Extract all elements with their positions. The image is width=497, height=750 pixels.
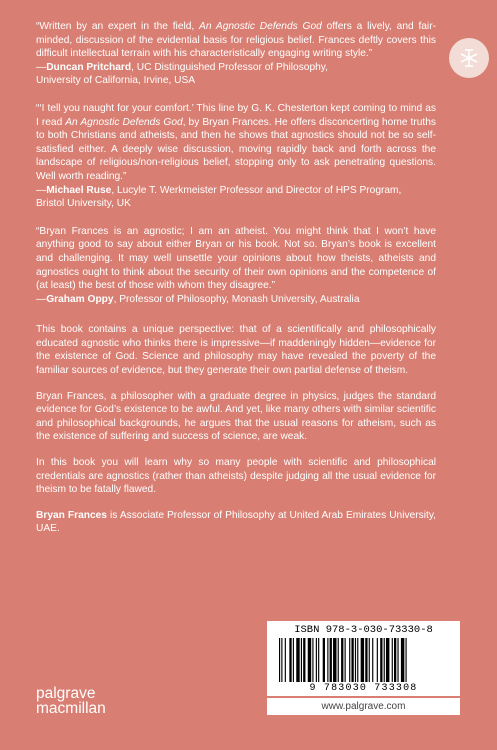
quote-text: “‘I tell you naught for your comfort.’ This line by G. K. Chesterton kept coming to mind as I read — [36, 102, 436, 128]
description-paragraph-2: Bryan Frances, a philosopher with a graduate degree in physics, judges the standard evidence for God’s existence to be awful. And yet, like many others with similar scientific and philosophical backgrounds, he argues that the usual reasons for atheism, such as the existence of suffering and success of science, are weak. — [36, 390, 436, 443]
blurb-attribution-2 — [36, 184, 436, 198]
blurb-author: Duncan Pritchard — [46, 61, 132, 73]
blurb-attribution-3 — [36, 293, 436, 307]
quote-text: offers a lively, and fair-minded, discussion of the evidential basis for religious belief. Frances deftly covers this difficult intellectual terrain with his characteristically engaging writing style.” — [36, 21, 436, 60]
blurb-author: Graham Oppy — [46, 293, 114, 305]
blurb-quote-2 — [36, 102, 436, 184]
back-cover-text — [36, 20, 436, 548]
dash: — — [36, 293, 47, 305]
springer-logo-icon — [449, 38, 489, 78]
dash: — — [36, 61, 47, 73]
barcode-icon — [273, 638, 454, 683]
isbn-barcode — [267, 621, 460, 696]
blurb-attribution-1 — [36, 61, 436, 75]
blurb-quote-1 — [36, 20, 436, 61]
quote-text: , by Bryan Frances. He offers disconcerting home truths to both Christians and atheists, and then he shows that agnostics should not be so self-satisfied either. A deeply wise discussion, moving rapidly back and forth across the landscape of religious/non-religious belief, stopping only to ask penetrating questions. Well worth reading.” — [36, 116, 436, 182]
blurb-quote-3 — [36, 225, 436, 293]
description-paragraph-3: In this book you will learn why so many people with scientific and philosophical credentials are agnostics (rather than atheists) despite judging all the usual evidence for theism to be fatally flawed. — [36, 457, 436, 496]
isbn-label: ISBN 978-3-030-73330-8 — [294, 624, 433, 636]
author-bio-text: is Associate Professor of Philosophy at United Arab Emirates University, UAE. — [36, 509, 436, 535]
book-title-italic: An Agnostic Defends God — [199, 21, 322, 32]
publisher-name-line1: palgrave — [36, 685, 96, 702]
publisher-name-line2: macmillan — [36, 700, 106, 717]
book-title-italic: An Agnostic Defends God — [65, 116, 183, 128]
blurb-affiliation: , Professor of Philosophy, Monash University, Australia — [113, 293, 360, 305]
quote-text: “Bryan Frances is an agnostic; I am an atheist. You might think that I won’t have anything good to say about either Bryan or his book. Not so. Bryan’s book is excellent and challenging. It may well unsettle your opinions about how theists, atheists and agnostics ought to think about the security of their own opinions and the competence of (at least) the best of those with whom they disagree.” — [36, 225, 436, 292]
quote-text: “Written by an expert in the field, — [36, 21, 200, 32]
blurb-affiliation-line-1 — [36, 74, 436, 88]
description-paragraph-1: This book contains a unique perspective: that of a scientifically and philosophically educated agnostic who thinks there is impressive—if maddeningly hidden—evidence for the existence of God. Science and philosophy may have revealed the poverty of the familiar sources of evidence, but they generate their own partial defense of theism. — [36, 324, 436, 377]
publisher-website[interactable]: www.palgrave.com — [267, 698, 460, 715]
barcode-number: 9 783030 733308 — [309, 683, 418, 694]
blurb-affiliation: University of California, Irvine, USA — [36, 75, 196, 87]
author-name: Bryan Frances — [36, 509, 107, 521]
blurb-affiliation-line-2 — [36, 197, 436, 211]
blurb-affiliation: , UC Distinguished Professor of Philosophy, — [131, 61, 328, 73]
blurb-affiliation: , Lucyle T. Werkmeister Professor and Director of HPS Program, — [111, 184, 402, 196]
blurb-affiliation: Bristol University, UK — [36, 198, 131, 210]
blurb-author: Michael Ruse — [46, 184, 112, 196]
dash: — — [36, 184, 47, 196]
publisher-logo — [36, 686, 106, 716]
author-bio — [36, 509, 436, 536]
